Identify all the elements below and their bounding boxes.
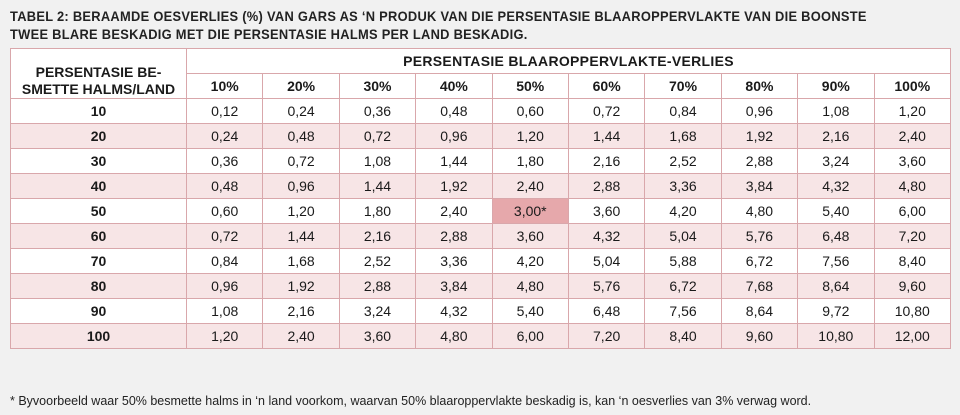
table-cell: 0,96	[187, 274, 263, 299]
table-cell: 3,36	[645, 174, 721, 199]
row-label: 60	[11, 224, 187, 249]
table-cell: 0,84	[187, 249, 263, 274]
table-cell: 0,60	[187, 199, 263, 224]
table-cell: 6,72	[645, 274, 721, 299]
table-cell: 3,60	[568, 199, 644, 224]
table-cell: 1,44	[263, 224, 339, 249]
table-cell: 3,84	[721, 174, 797, 199]
table-cell: 9,60	[721, 324, 797, 349]
table-cell: 1,92	[263, 274, 339, 299]
table-cell: 3,60	[339, 324, 415, 349]
row-label: 90	[11, 299, 187, 324]
column-header: 40%	[416, 74, 492, 99]
row-label: 100	[11, 324, 187, 349]
footnote: * Byvoorbeeld waar 50% besmette halms in ‘n land voorkom, waarvan 50% blaaroppervlakte beskadig is, kan ‘n oesverlies van 3% verwag word.	[10, 394, 812, 408]
table-cell: 3,84	[416, 274, 492, 299]
table-row	[11, 124, 951, 149]
table-row	[11, 174, 951, 199]
column-header: 70%	[645, 74, 721, 99]
table-cell: 6,00	[874, 199, 950, 224]
table-cell: 0,12	[187, 99, 263, 124]
table-cell: 0,96	[721, 99, 797, 124]
table-cell: 7,68	[721, 274, 797, 299]
table-cell: 1,68	[645, 124, 721, 149]
table-cell: 0,72	[568, 99, 644, 124]
table-cell: 3,60	[874, 149, 950, 174]
table-row	[11, 99, 951, 124]
table-cell: 2,40	[263, 324, 339, 349]
table-row	[11, 149, 951, 174]
table-cell: 1,08	[187, 299, 263, 324]
table-cell: 1,20	[874, 99, 950, 124]
table-cell: 1,20	[187, 324, 263, 349]
table-cell: 8,64	[798, 274, 874, 299]
table-cell: 6,48	[798, 224, 874, 249]
table-cell: 0,48	[416, 99, 492, 124]
table-cell: 0,72	[187, 224, 263, 249]
column-header: 20%	[263, 74, 339, 99]
table-row	[11, 274, 951, 299]
table-cell: 4,20	[492, 249, 568, 274]
yield-loss-table	[10, 48, 951, 349]
table-cell: 3,24	[339, 299, 415, 324]
table-cell: 1,20	[263, 199, 339, 224]
table-cell: 3,36	[416, 249, 492, 274]
table-cell: 5,88	[645, 249, 721, 274]
table-cell: 1,44	[568, 124, 644, 149]
row-label: 50	[11, 199, 187, 224]
table-cell: 1,44	[416, 149, 492, 174]
table-cell: 0,24	[187, 124, 263, 149]
header-row-group	[11, 49, 951, 74]
table-cell: 9,72	[798, 299, 874, 324]
column-header: 50%	[492, 74, 568, 99]
column-header: 60%	[568, 74, 644, 99]
table-cell: 10,80	[798, 324, 874, 349]
table-cell: 3,24	[798, 149, 874, 174]
table-row	[11, 199, 951, 224]
table-cell: 6,48	[568, 299, 644, 324]
table-cell: 1,80	[492, 149, 568, 174]
table-cell: 1,44	[339, 174, 415, 199]
table-cell: 8,64	[721, 299, 797, 324]
table-cell: 2,16	[798, 124, 874, 149]
table-cell: 0,72	[263, 149, 339, 174]
table-cell: 2,52	[339, 249, 415, 274]
table-caption: TABEL 2: BERAAMDE OESVERLIES (%) VAN GARS AS ‘N PRODUK VAN DIE PERSENTASIE BLAAROPPERVLAKTE VAN DIE BOONSTE TWEE BLARE BESKADIG MET DIE PERSENTASIE HALMS PER LAND BESKADIG.	[10, 8, 867, 42]
table-cell: 2,16	[339, 224, 415, 249]
table-cell: 2,52	[645, 149, 721, 174]
table-cell: 0,48	[263, 124, 339, 149]
column-header: 30%	[339, 74, 415, 99]
table-cell: 7,56	[645, 299, 721, 324]
table-cell: 0,60	[492, 99, 568, 124]
column-header: 100%	[874, 74, 950, 99]
table-cell: 4,32	[798, 174, 874, 199]
table-cell: 2,40	[874, 124, 950, 149]
column-header: 80%	[721, 74, 797, 99]
table-cell: 4,32	[416, 299, 492, 324]
table-cell: 1,20	[492, 124, 568, 149]
table-cell: 0,84	[645, 99, 721, 124]
table-cell: 1,80	[339, 199, 415, 224]
table-cell: 4,80	[492, 274, 568, 299]
column-header: 90%	[798, 74, 874, 99]
table-cell: 1,92	[416, 174, 492, 199]
row-label: 40	[11, 174, 187, 199]
row-label: 10	[11, 99, 187, 124]
table-cell: 7,56	[798, 249, 874, 274]
row-label: 20	[11, 124, 187, 149]
table-cell: 7,20	[568, 324, 644, 349]
table-cell: 5,04	[568, 249, 644, 274]
table-cell: 10,80	[874, 299, 950, 324]
row-label: 80	[11, 274, 187, 299]
table-cell: 5,04	[645, 224, 721, 249]
table-cell: 6,72	[721, 249, 797, 274]
table-cell: 0,96	[416, 124, 492, 149]
table-cell: 8,40	[645, 324, 721, 349]
group-header: PERSENTASIE BLAAROPPERVLAKTE-VERLIES	[187, 49, 951, 74]
table-cell: 2,16	[568, 149, 644, 174]
table-cell: 5,76	[721, 224, 797, 249]
table-body	[11, 99, 951, 349]
table-cell: 0,72	[339, 124, 415, 149]
table-cell: 2,40	[416, 199, 492, 224]
table-row	[11, 324, 951, 349]
table-cell: 3,60	[492, 224, 568, 249]
table-cell: 8,40	[874, 249, 950, 274]
table-cell: 7,20	[874, 224, 950, 249]
table-cell: 2,40	[492, 174, 568, 199]
table-cell: 2,88	[568, 174, 644, 199]
table-row	[11, 299, 951, 324]
column-header: 10%	[187, 74, 263, 99]
row-header	[11, 49, 187, 99]
table-cell: 4,32	[568, 224, 644, 249]
table-cell: 5,40	[798, 199, 874, 224]
table-cell: 4,20	[645, 199, 721, 224]
table-cell: 0,48	[187, 174, 263, 199]
table-cell: 5,40	[492, 299, 568, 324]
table-cell: 4,80	[416, 324, 492, 349]
table-cell: 0,36	[339, 99, 415, 124]
table-cell: 2,88	[721, 149, 797, 174]
table-cell: 6,00	[492, 324, 568, 349]
table-cell: 4,80	[721, 199, 797, 224]
table-cell: 2,88	[339, 274, 415, 299]
table-cell: 2,16	[263, 299, 339, 324]
row-label: 70	[11, 249, 187, 274]
table-cell: 12,00	[874, 324, 950, 349]
table-cell: 1,08	[339, 149, 415, 174]
table-row	[11, 224, 951, 249]
table-cell: 2,88	[416, 224, 492, 249]
table-cell: 9,60	[874, 274, 950, 299]
row-label: 30	[11, 149, 187, 174]
table-cell: 1,08	[798, 99, 874, 124]
table-cell: 1,68	[263, 249, 339, 274]
row-header-label: PERSENTASIE BE-SMETTE HALMS/LAND	[21, 64, 176, 97]
highlighted-cell: 3,00*	[492, 199, 568, 224]
table-cell: 0,24	[263, 99, 339, 124]
table-cell: 1,92	[721, 124, 797, 149]
table-cell: 4,80	[874, 174, 950, 199]
table-cell: 5,76	[568, 274, 644, 299]
table-cell: 0,36	[187, 149, 263, 174]
table-row	[11, 249, 951, 274]
table-cell: 0,96	[263, 174, 339, 199]
